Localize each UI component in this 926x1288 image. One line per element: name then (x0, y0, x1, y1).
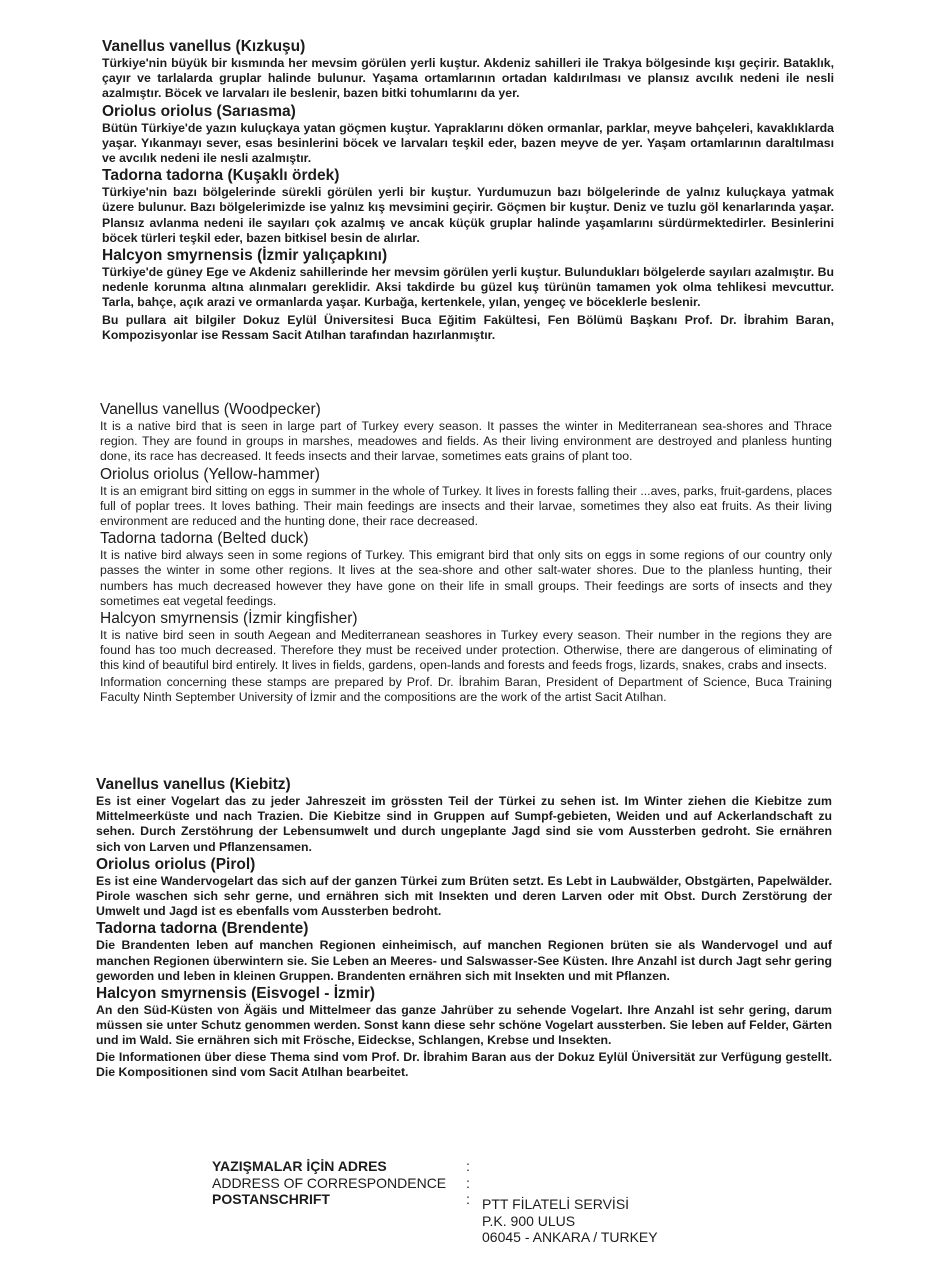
section-body: It is native bird always seen in some regions of Turkey. This emigrant bird that only sits on eggs in some regions of our country only passes the winter in some other regions. It lives at the sea-shore and other salt-water shores. Due to the planless hunting, their numbers has much decreased however they have gone on their life in small groups. Their feedings are sorts of insects and they sometimes eat vegetal feedings. (100, 548, 832, 608)
section-title: Oriolus oriolus (Pirol) (96, 855, 256, 873)
section-title: Tadorna tadorna (Brendente) (96, 920, 309, 938)
section-title: Vanellus vanellus (Kızkuşu) (102, 38, 306, 55)
credits-note: Bu pullara ait bilgiler Dokuz Eylül Üniversitesi Buca Eğitim Fakültesi, Fen Bölümü Başkanı Prof. Dr. İbrahim Baran, Kompozisyonlar ise Ressam Sacit Atılhan tarafından hazırlanmıştır. (102, 312, 834, 342)
address-colon: : (466, 1174, 470, 1191)
address-label-en: ADDRESS OF CORRESPONDENCE (212, 1174, 447, 1191)
address-line: P.K. 900 ULUS (482, 1212, 576, 1229)
section-body: Die Brandenten leben auf manchen Regionen einheimisch, auf manchen Regionen brüten sie als Wandervogel und auf manchen Regionen überwintern sie. Sie Leben an Meeres- und Salswasser-See Küsten. Ihre Anzahl ist durch Jagt sehr gering geworden und leben in kleinen Gruppen. Brandenten ernähren sich mit Insekten und mit Pflanzen. (96, 938, 832, 983)
address-label-tr: YAZIŞMALAR İÇİN ADRES (212, 1158, 387, 1174)
section-body: It is an emigrant bird sitting on eggs in summer in the whole of Turkey. It lives in forests falling their ...aves, parks, fruit-gardens, places full of poplar trees. It loves bathing. Their main feedings are insects and their larvae, sometimes they also eat fruits. As their living environment are reduced and the hunting done, their race decreased. (100, 483, 832, 529)
section-body: It is a native bird that is seen in large part of Turkey every season. It passes the winter in Mediterranean sea-shores and Thrace region. They are found in groups in marshes, meadowes and fields. As their living environment are destroyed and planless hunting done, its race has decreased. It feeds insects and their larvae, sometimes eats grains of plant too. (100, 419, 832, 464)
address-line: PTT FİLATELİ SERVİSİ (482, 1196, 630, 1212)
address-colon: : (466, 1191, 470, 1207)
turkish-section (102, 38, 834, 344)
german-section (96, 776, 832, 1081)
section-title: Tadorna tadorna (Belted duck) (100, 530, 309, 548)
credits-note: Die Informationen über diese Thema sind vom Prof. Dr. İbrahim Baran aus der Dokuz Eylül Üniversität zur Verfügung gestellt. Die Kompositionen sind vom Sacit Atılhan bearbeitet. (96, 1049, 832, 1079)
address-line: 06045 - ANKARA / TURKEY (482, 1229, 658, 1245)
address-labels (212, 1158, 482, 1208)
section-title: Vanellus vanellus (Woodpecker) (100, 401, 321, 418)
address-colon: : (466, 1158, 470, 1174)
section-title: Oriolus oriolus (Yellow-hammer) (100, 465, 320, 483)
section-title: Vanellus vanellus (Kiebitz) (96, 776, 291, 793)
credits-note: Information concerning these stamps are prepared by Prof. Dr. İbrahim Baran, President of Department of Science, Buca Training Faculty Ninth September University of İzmir and the compositions are the work of the artist Sacit Atılhan. (100, 674, 832, 704)
section-title: Tadorna tadorna (Kuşaklı ördek) (102, 167, 340, 185)
english-section (100, 401, 832, 706)
address-label-de: POSTANSCHRIFT (212, 1191, 330, 1207)
section-title: Halcyon smyrnensis (Eisvogel - İzmir) (96, 985, 376, 1003)
section-title: Oriolus oriolus (Sarıasma) (102, 102, 296, 120)
address-block (482, 1196, 658, 1246)
section-body: Es ist einer Vogelart das zu jeder Jahreszeit im grössten Teil der Türkei zu sehen ist. Im Winter ziehen die Kiebitze zum Mittelmeerküste und nach Trazien. Die Kiebitze sind in Gruppen auf Sumpf-gebieten, Weiden und auf Ackerlandschaft zu sehen. Durch Zerstöhrung der Lebensumwelt und durch ungeplante Jagd sind sie vom Aussterben gedroht. Sie ernähren sich von Larven und Pflanzensamen. (96, 794, 832, 854)
section-body: An den Süd-Küsten von Ägäis und Mittelmeer das ganze Jahrüber zu sehende Vogelart. Ihre Anzahl ist sehr gering, darum müssen sie unter Schutz genommen werden. Sonst kann diese sehr schöne Vogelart aussterben. Sie leben auf Felder, Gärten und im Wald. Sie ernähren sich mit Frösche, Eideckse, Schlangen, Krebse und Insekten. (96, 1003, 832, 1048)
section-title: Halcyon smyrnensis (İzmir kingfisher) (100, 610, 358, 628)
section-body: Türkiye'nin bazı bölgelerinde sürekli görülen yerli bir kuştur. Yurdumuzun bazı bölgelerinde de yalnız kuluçkaya yatmak üzere bulunur. Bazı bölgelerimizde ise yalnız kış mevsimini geçirir. Göçmen bir kuştur. Deniz ve tuzlu göl kenarlarında yaşar. Plansız avlanma nedeni ile sayıları çok azalmış ve ancak küçük gruplar halinde yaşamlarını sürdürmektedirler. Besinlerini böcek türleri teşkil eder, bazen bitkisel besin de alırlar. (102, 185, 834, 245)
section-body: Es ist eine Wandervogelart das sich auf der ganzen Türkei zum Brüten setzt. Es Lebt in Laubwälder, Obstgärten, Papelwälder. Pirole waschen sich sehr gerne, und ernähren sich mit Insekten und deren Larven oder mit Obst. Durch Zerstörung der Umwelt und Jagd ist es ebenfalls vom Aussterben bedroht. (96, 873, 832, 919)
section-body: Türkiye'de güney Ege ve Akdeniz sahillerinde her mevsim görülen yerli kuştur. Bulundukları bölgelerde sayıları azalmıştır. Bu nedenle korunma altına alınmaları gereklidir. Aksi takdirde bu güzel kuş türünün tamamen yok olma tehlikesi mevcuttur. Tarla, bahçe, açık arazi ve ormanlarda yaşar. Kurbağa, kertenkele, yılan, yengeç ve böceklerle beslenir. (102, 265, 834, 310)
section-title: Halcyon smyrnensis (İzmir yalıçapkını) (102, 247, 388, 265)
section-body: Bütün Türkiye'de yazın kuluçkaya yatan göçmen kuştur. Yapraklarını döken ormanlar, parklar, meyve bahçeleri, kavaklıklarda yaşar. Yıkanmayı sever, esas besinlerini böcek ve larvaları teşkil eder, bazen meyve de yer. Yaşam ortamlarının daraltılması ve avcılık nedeni ile nesli azalmıştır. (102, 120, 834, 166)
section-body: Türkiye'nin büyük bir kısmında her mevsim görülen yerli kuştur. Akdeniz sahilleri ile Trakya bölgesinde kışı geçirir. Bataklık, çayır ve tarlalarda gruplar halinde bulunur. Yaşama ortamlarının ortadan kaldırılması ve plansız avcılık nedeni ile nesli azalmıştır. Böcek ve larvaları ile beslenir, bazen bitki tohumlarını da yer. (102, 56, 834, 101)
section-body: It is native bird seen in south Aegean and Mediterranean seashores in Turkey every season. Their number in the regions they are found has too much decreased. Therefore they must be received under protection. Otherwise, there are dangerous of eliminating of this kind of beautiful bird entirely. It lives in fields, gardens, open-lands and forests and feeds frogs, lizards, snakes, crabs and insects. (100, 628, 832, 673)
